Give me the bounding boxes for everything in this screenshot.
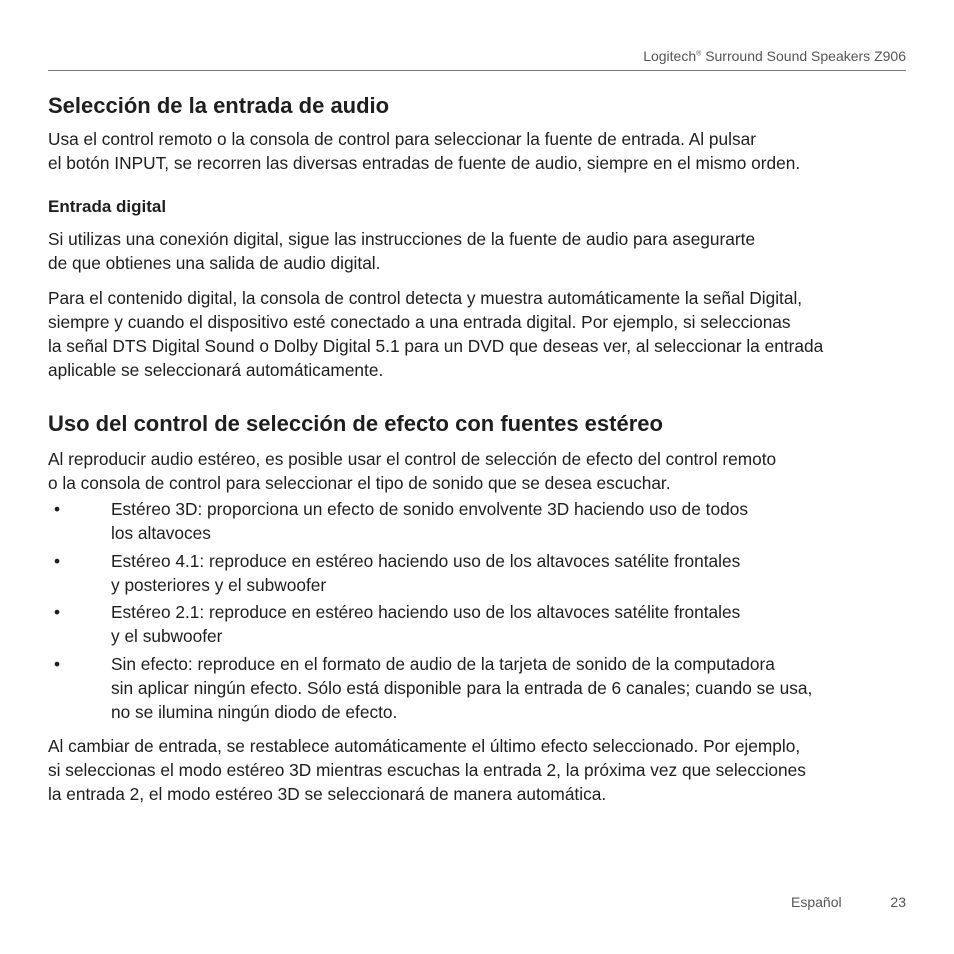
- footer-language: Español: [791, 894, 842, 910]
- line: no se ilumina ningún diodo de efecto.: [111, 702, 398, 722]
- section-title: Uso del control de selección de efecto con fuentes estéreo: [48, 411, 663, 436]
- page-number: 23: [890, 894, 906, 910]
- bullet-icon: •: [54, 499, 61, 519]
- line: siempre y cuando el dispositivo esté conectado a una entrada digital. Por ejemplo, si seleccionas: [48, 312, 791, 332]
- line: el botón INPUT, se recorren las diversas entradas de fuente de audio, siempre en el mismo orden.: [48, 153, 801, 173]
- line: Estéreo 3D: proporciona un efecto de sonido envolvente 3D haciendo uso de todos: [111, 499, 748, 519]
- intro-paragraph: [48, 447, 776, 495]
- line: Estéreo 4.1: reproduce en estéreo haciendo uso de los altavoces satélite frontales: [111, 551, 741, 571]
- line: si seleccionas el modo estéreo 3D mientras escuchas la entrada 2, la próxima vez que selecciones: [48, 760, 806, 780]
- line: de que obtienes una salida de audio digital.: [48, 253, 381, 273]
- list-item: [48, 549, 740, 597]
- line: sin aplicar ningún efecto. Sólo está disponible para la entrada de 6 canales; cuando se usa,: [111, 678, 813, 698]
- list-item: [48, 600, 740, 648]
- line: y el subwoofer: [111, 626, 223, 646]
- paragraph: [48, 286, 823, 382]
- product-name: Surround Sound Speakers Z906: [705, 48, 906, 64]
- bullet-icon: •: [54, 654, 61, 674]
- line: o la consola de control para seleccionar el tipo de sonido que se desea escuchar.: [48, 473, 671, 493]
- line: aplicable se seleccionará automáticamente.: [48, 360, 384, 380]
- line: Estéreo 2.1: reproduce en estéreo haciendo uso de los altavoces satélite frontales: [111, 602, 741, 622]
- intro-paragraph: [48, 127, 800, 175]
- list-item: [48, 652, 812, 724]
- line: Al cambiar de entrada, se restablece automáticamente el último efecto seleccionado. Por ejemplo,: [48, 736, 801, 756]
- line: Al reproducir audio estéreo, es posible usar el control de selección de efecto del control remoto: [48, 449, 777, 469]
- running-header: [643, 48, 906, 64]
- line: Sin efecto: reproduce en el formato de audio de la tarjeta de sonido de la computadora: [111, 654, 775, 674]
- line: Para el contenido digital, la consola de control detecta y muestra automáticamente la señal Digital,: [48, 288, 803, 308]
- header-rule: [48, 70, 906, 71]
- paragraph: [48, 734, 806, 806]
- line: la señal DTS Digital Sound o Dolby Digital 5.1 para un DVD que deseas ver, al seleccionar la entrada: [48, 336, 824, 356]
- registered-mark: ®: [696, 50, 702, 58]
- line: los altavoces: [111, 523, 211, 543]
- line: y posteriores y el subwoofer: [111, 575, 327, 595]
- subsection-title: Entrada digital: [48, 197, 167, 216]
- bullet-icon: •: [54, 551, 61, 571]
- section-title: Selección de la entrada de audio: [48, 93, 390, 118]
- list-item: [48, 497, 748, 545]
- brand: Logitech: [643, 48, 697, 64]
- bullet-icon: •: [54, 602, 61, 622]
- paragraph: [48, 227, 755, 275]
- line: la entrada 2, el modo estéreo 3D se seleccionará de manera automática.: [48, 784, 607, 804]
- line: Si utilizas una conexión digital, sigue las instrucciones de la fuente de audio para asegurarte: [48, 229, 756, 249]
- line: Usa el control remoto o la consola de control para seleccionar la fuente de entrada. Al pulsar: [48, 129, 756, 149]
